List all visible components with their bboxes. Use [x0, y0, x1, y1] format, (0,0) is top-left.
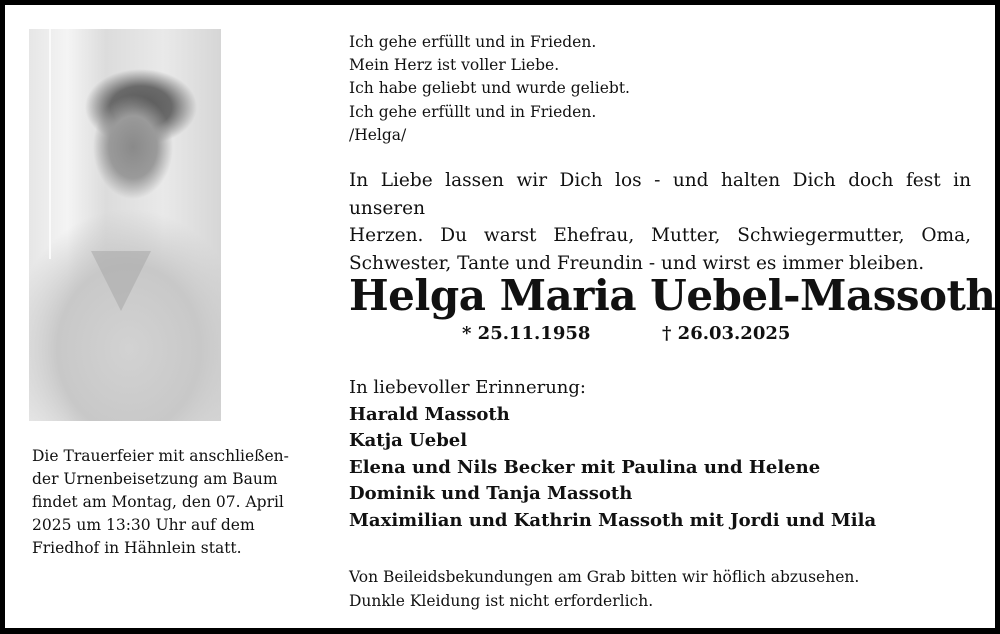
- ceremony-line: 2025 um 13:30 Uhr auf dem: [32, 516, 255, 534]
- mourners-list: [349, 375, 876, 534]
- death-date: † 26.03.2025: [662, 323, 791, 344]
- poem-line: Ich gehe erfüllt und in Frieden.: [349, 33, 597, 51]
- mourner: Harald Massoth: [349, 403, 510, 425]
- ceremony-details: [32, 445, 332, 560]
- ceremony-line: Die Trauerfeier mit anschließen-: [32, 447, 289, 465]
- mourner: Elena und Nils Becker mit Paulina und Helene: [349, 456, 821, 478]
- mourner: Dominik und Tanja Massoth: [349, 483, 633, 504]
- closing-note: [349, 566, 859, 613]
- ceremony-line: findet am Montag, den 07. April: [32, 493, 284, 511]
- portrait-photo: [29, 29, 221, 421]
- farewell-line: Herzen. Du warst Ehefrau, Mutter, Schwiegermutter, Oma,: [349, 225, 971, 246]
- farewell-line: In Liebe lassen wir Dich los - und halten Dich doch fest in unseren: [349, 170, 971, 219]
- farewell-paragraph: [349, 167, 971, 277]
- closing-line: Dunkle Kleidung ist nicht erforderlich.: [349, 591, 654, 610]
- poem-line: Mein Herz ist voller Liebe.: [349, 56, 560, 75]
- photo-curtain-highlight: [49, 29, 51, 259]
- birth-date: * 25.11.1958: [462, 323, 591, 344]
- poem: [349, 31, 630, 147]
- mourner: Katja Uebel: [349, 430, 468, 451]
- photo-sweater-neckline: [91, 251, 151, 311]
- deceased-name: Helga Maria Uebel-Massoth: [349, 271, 996, 320]
- mourners-heading: In liebevoller Erinnerung:: [349, 377, 586, 398]
- poem-signature: /Helga/: [349, 125, 407, 144]
- farewell-line: Schwester, Tante und Freundin - und wirst es immer bleiben.: [349, 252, 925, 274]
- ceremony-line: der Urnenbeisetzung am Baum: [32, 470, 278, 488]
- mourner: Maximilian und Kathrin Massoth mit Jordi und Mila: [349, 509, 877, 531]
- closing-line: Von Beileidsbekundungen am Grab bitten wir höflich abzusehen.: [349, 568, 860, 586]
- ceremony-line: Friedhof in Hähnlein statt.: [32, 539, 242, 557]
- poem-line: Ich gehe erfüllt und in Frieden.: [349, 102, 597, 121]
- poem-line: Ich habe geliebt und wurde geliebt.: [349, 79, 630, 98]
